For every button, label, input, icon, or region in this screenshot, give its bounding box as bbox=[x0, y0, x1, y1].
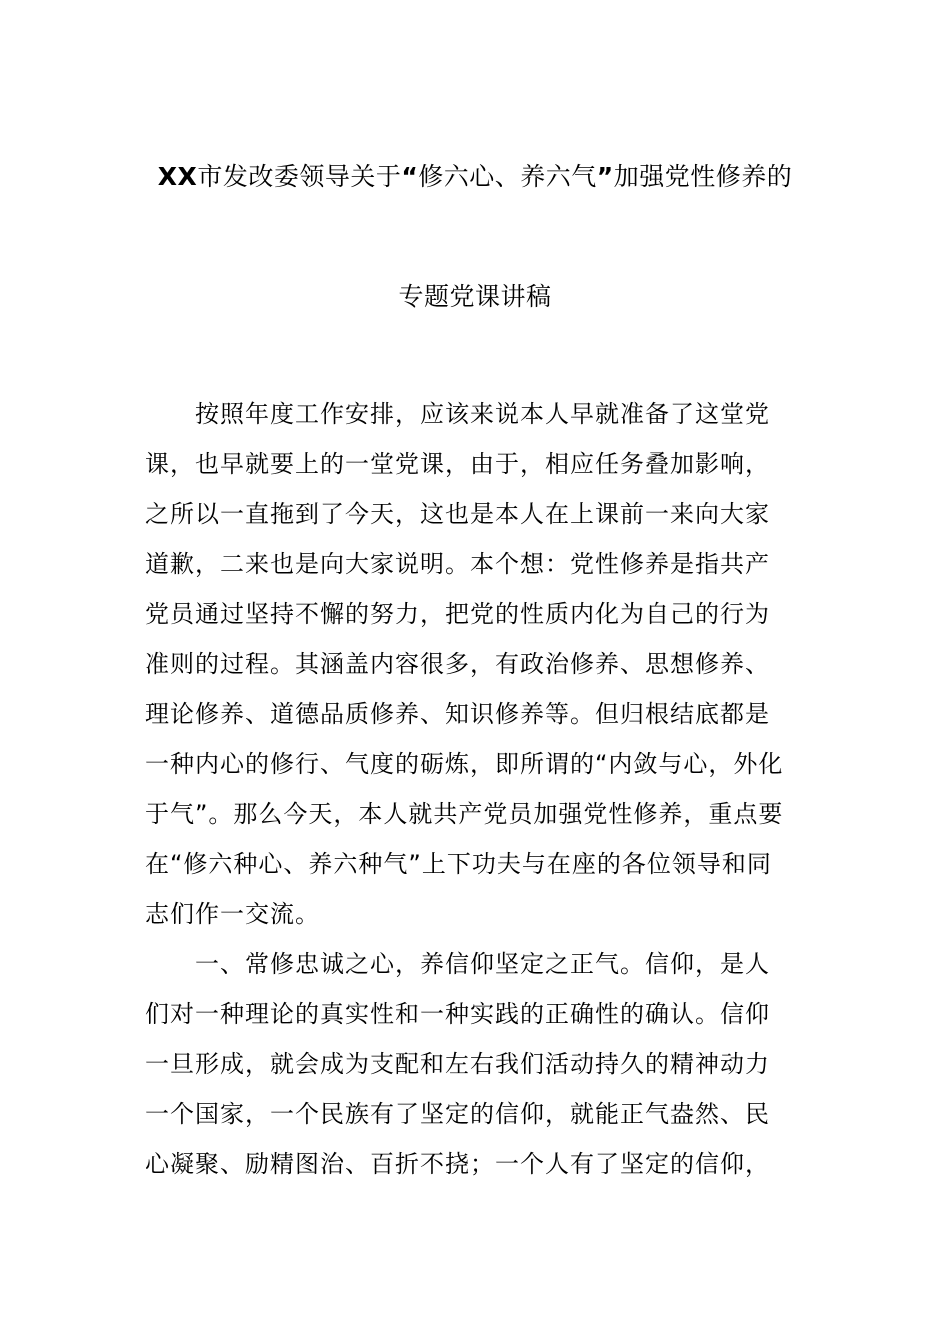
body-line: 于气”。那么今天，本人就共产党员加强党性修养，重点要 bbox=[145, 800, 784, 828]
document-body bbox=[145, 389, 808, 1189]
body-line: 一种内心的修行、气度的砺炼，即所谓的“内敛与心，外化 bbox=[145, 750, 784, 778]
title-quote-open: “ bbox=[401, 162, 419, 191]
body-line: 准则的过程。其涵盖内容很多，有政治修养、思想修养、 bbox=[145, 650, 770, 678]
document-title-line-1 bbox=[0, 162, 950, 192]
body-line: 一、常修忠诚之心，养信仰坚定之正气。信仰，是人 bbox=[195, 950, 770, 978]
body-line: 党员通过坚持不懈的努力，把党的性质内化为自己的行为 bbox=[145, 600, 770, 628]
title-suffix: 加强党性修养的 bbox=[613, 162, 793, 191]
body-line: 一个国家，一个民族有了坚定的信仰，就能正气盎然、民 bbox=[145, 1100, 770, 1128]
body-line: 理论修养、道德品质修养、知识修养等。但归根结底都是 bbox=[145, 700, 770, 728]
body-line: 在“修六种心、养六种气”上下功夫与在座的各位领导和同 bbox=[145, 850, 772, 878]
body-line: 心凝聚、励精图治、百折不挠；一个人有了坚定的信仰， bbox=[145, 1150, 770, 1178]
title-prefix: XX bbox=[157, 162, 198, 191]
body-line: 们对一种理论的真实性和一种实践的正确性的确认。信仰 bbox=[145, 1000, 770, 1028]
body-line: 按照年度工作安排，应该来说本人早就准备了这堂党 bbox=[195, 400, 770, 428]
title-mid: 市发改委领导关于 bbox=[197, 162, 402, 191]
title-quote: 修六心、养六气 bbox=[418, 162, 597, 191]
body-line: 之所以一直拖到了今天，这也是本人在上课前一来向大家 bbox=[145, 500, 770, 528]
body-line: 道歉，二来也是向大家说明。本个想：党性修养是指共产 bbox=[145, 550, 770, 578]
body-line: 课，也早就要上的一堂党课，由于，相应任务叠加影响， bbox=[145, 450, 770, 478]
title-quote-close: ” bbox=[596, 162, 614, 191]
body-line: 一旦形成，就会成为支配和左右我们活动持久的精神动力 bbox=[145, 1050, 770, 1078]
document-title-line-2: 专题党课讲稿 bbox=[398, 282, 552, 311]
body-line: 志们作一交流。 bbox=[145, 900, 320, 928]
